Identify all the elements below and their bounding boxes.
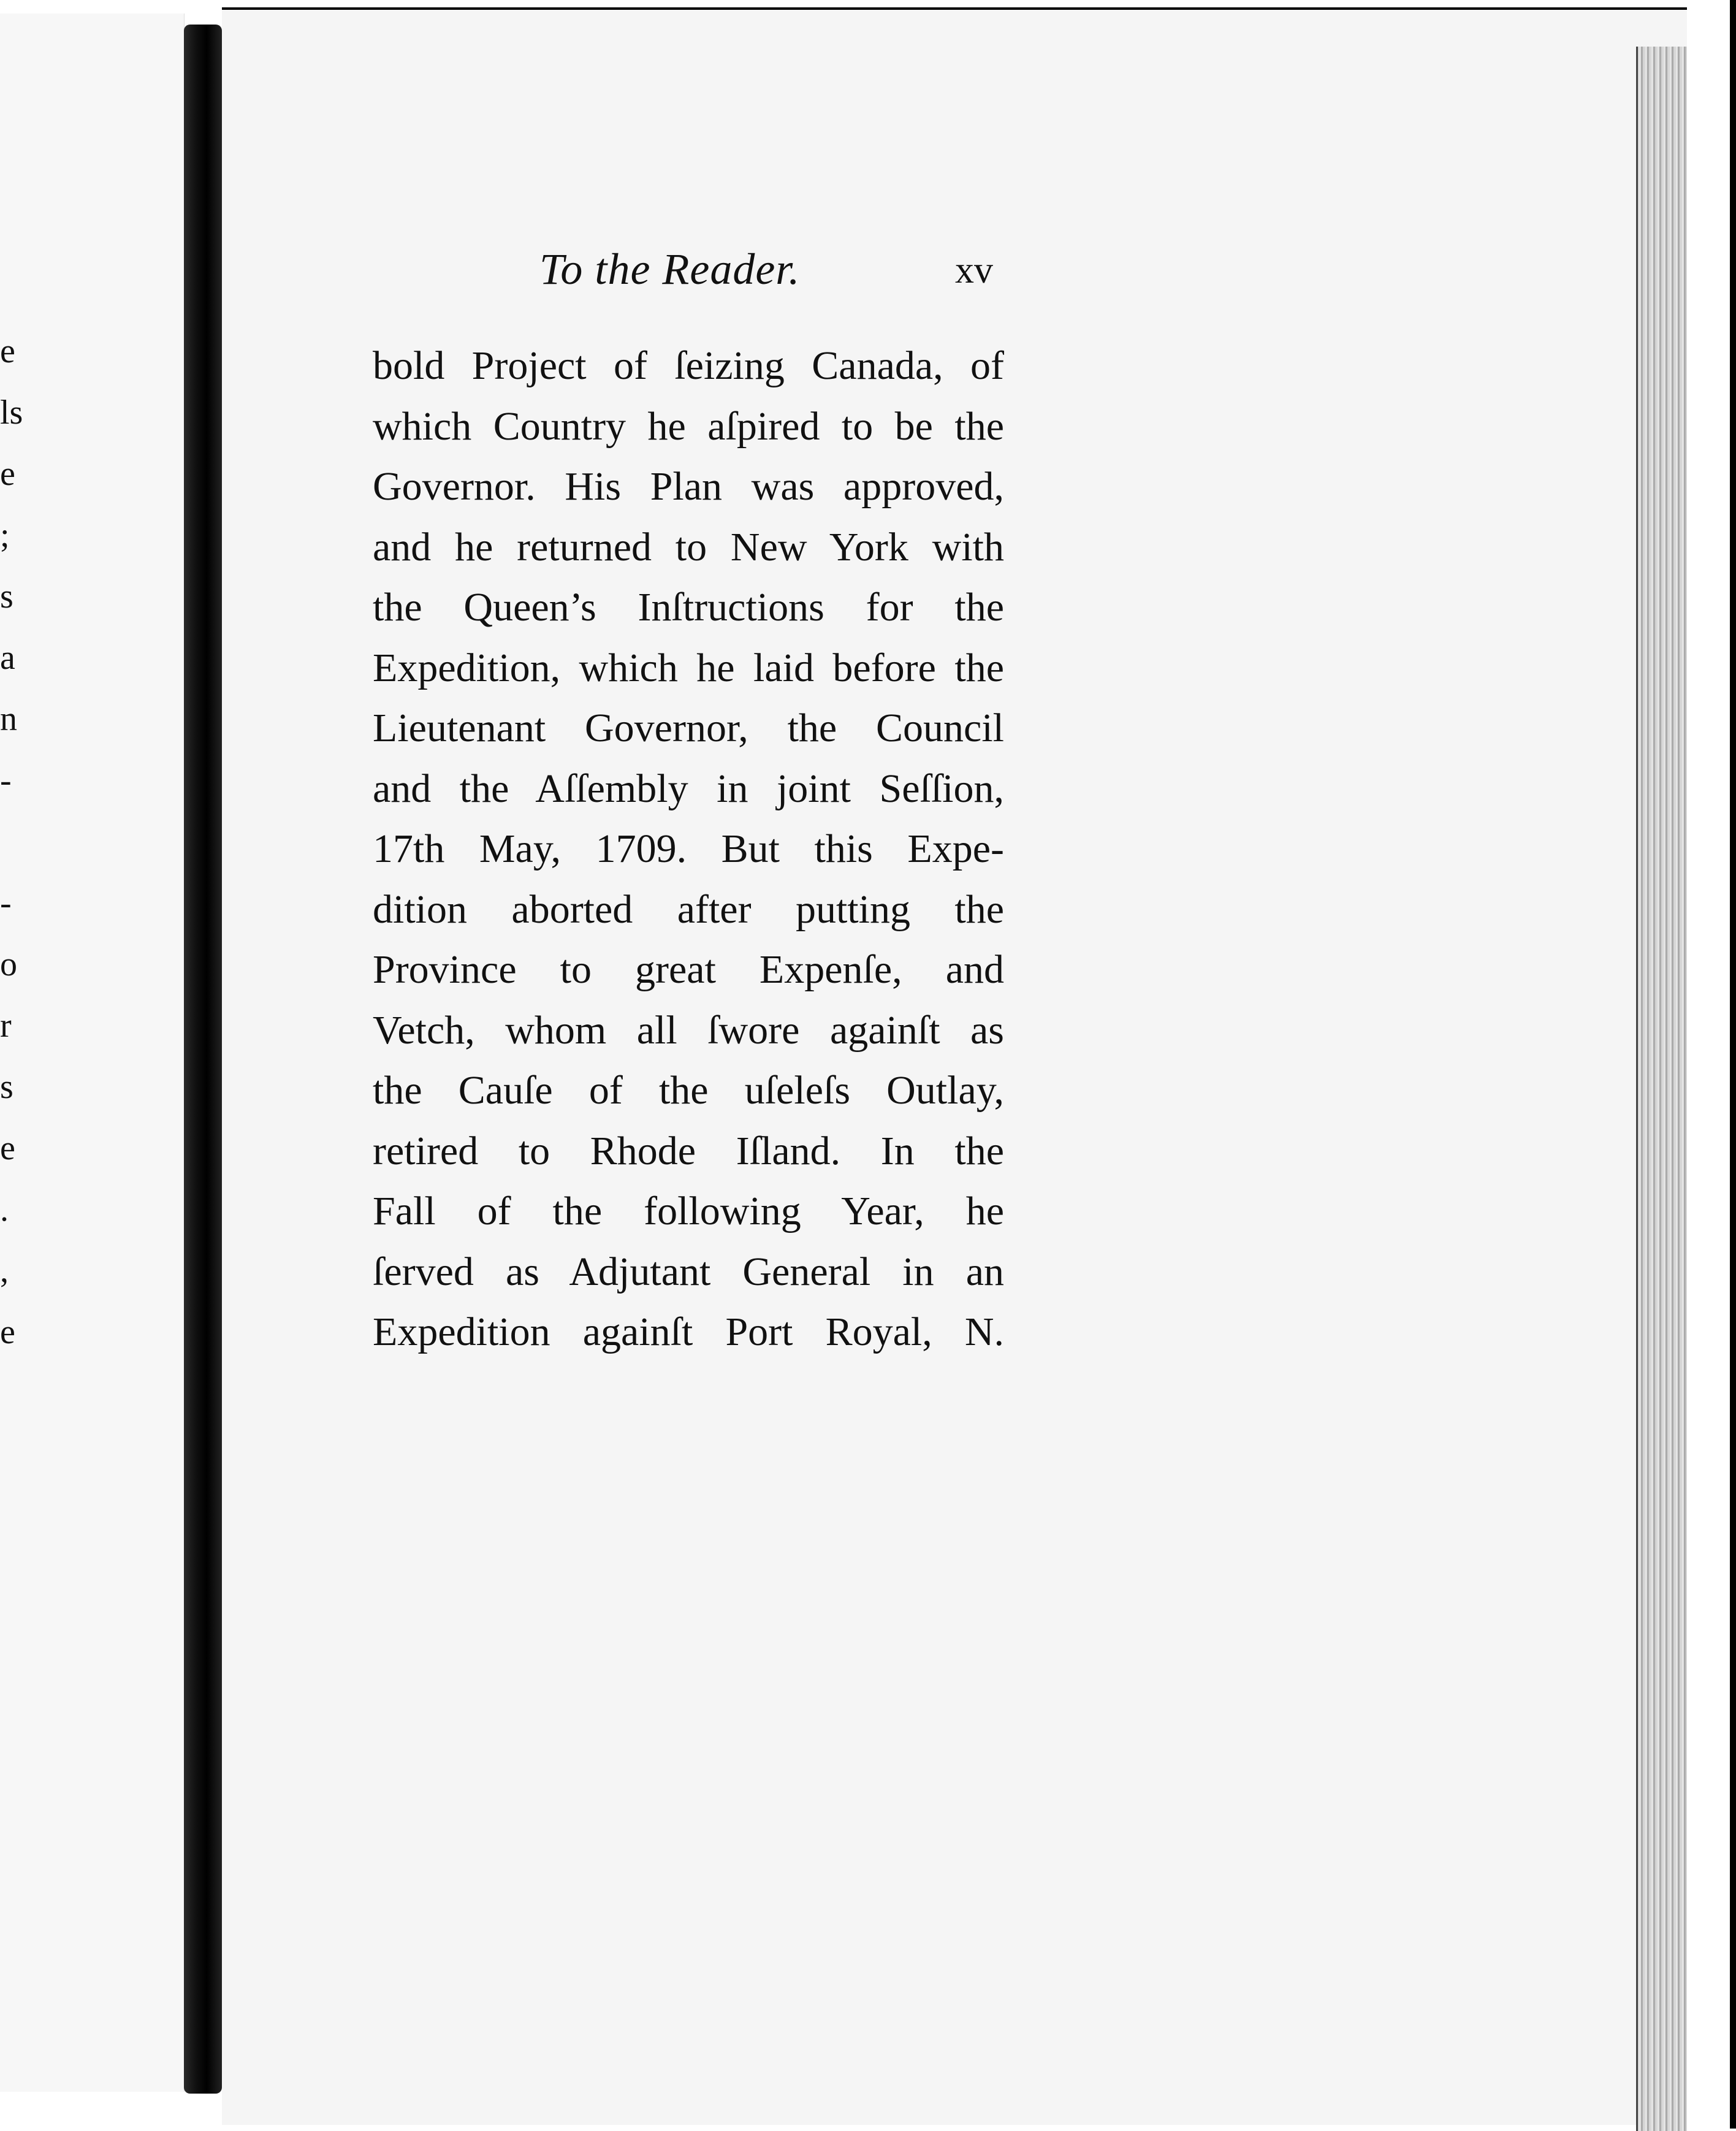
text-line: bold Project of ſeizing Canada, of bbox=[373, 343, 1004, 388]
left-fragment: o bbox=[0, 945, 17, 983]
page-number: xv bbox=[955, 250, 993, 291]
text-line: Province to great Expenſe, and bbox=[373, 947, 1004, 992]
left-fragment: ls bbox=[0, 394, 23, 432]
text-line: and he returned to New York with bbox=[373, 524, 1004, 570]
book-gutter bbox=[184, 25, 222, 2094]
left-fragment: - bbox=[0, 761, 12, 799]
left-fragment: . bbox=[0, 1191, 9, 1229]
text-line: and the Aſſembly in joint Seſſion, bbox=[373, 766, 1004, 811]
left-fragment: r bbox=[0, 1007, 12, 1045]
left-fragment: s bbox=[0, 578, 13, 616]
text-line: dition aborted after putting the bbox=[373, 886, 1004, 932]
left-fragment: a bbox=[0, 639, 15, 677]
left-fragment: e bbox=[0, 332, 15, 370]
text-line: ſerved as Adjutant General in an bbox=[373, 1249, 1004, 1294]
scan-border bbox=[1730, 0, 1736, 2129]
text-line: which Country he aſpired to be the bbox=[373, 403, 1004, 449]
text-line: the Queen’s Inſtructions for the bbox=[373, 585, 1004, 630]
text-line: the Cauſe of the uſeleſs Outlay, bbox=[373, 1068, 1004, 1113]
left-page-text-fragments bbox=[0, 0, 23, 2129]
text-line: Expedition, which he laid before the bbox=[373, 645, 1004, 690]
running-head-title: To the Reader. bbox=[539, 245, 801, 294]
text-line: Expedition againſt Port Royal, N. bbox=[373, 1309, 1004, 1354]
left-fragment: e bbox=[0, 455, 15, 493]
text-line: Governor. His Plan was approved, bbox=[373, 464, 1004, 509]
left-fragment: e bbox=[0, 1129, 15, 1167]
left-fragment: s bbox=[0, 1068, 13, 1106]
text-line: Vetch, whom all ſwore againſt as bbox=[373, 1007, 1004, 1053]
page-edges bbox=[1636, 47, 1687, 2131]
text-line: Lieutenant Governor, the Council bbox=[373, 706, 1004, 750]
left-fragment: n bbox=[0, 700, 17, 738]
text-line: 17th May, 1709. But this Expe- bbox=[373, 826, 1004, 871]
body-text bbox=[373, 336, 1004, 1363]
left-fragment: - bbox=[0, 884, 12, 922]
text-line: retired to Rhode Iſland. In the bbox=[373, 1128, 1004, 1173]
left-fragment: ; bbox=[0, 516, 10, 554]
left-facing-page bbox=[0, 13, 185, 2092]
left-fragment: e bbox=[0, 1313, 15, 1351]
text-line: Fall of the following Year, he bbox=[373, 1189, 1004, 1233]
left-fragment: , bbox=[0, 1252, 9, 1290]
running-head bbox=[539, 244, 993, 299]
